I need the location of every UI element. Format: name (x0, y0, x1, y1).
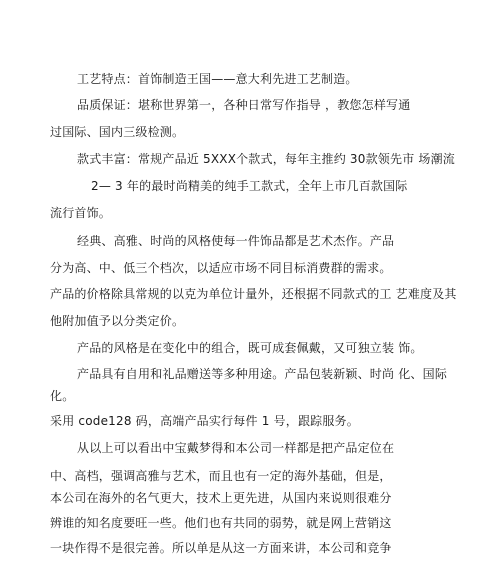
text-line-fashion-years: 2— 3 年的最时尚精美的纯手工款式，全年上市几百款国际 (91, 179, 408, 193)
text-line-barcode: 采用 code128 码，高端产品实行每件 1 号，跟踪服务。 (50, 414, 359, 428)
text-line-popular-jewelry: 流行首饰。 (50, 206, 112, 220)
text-line-classic-style: 经典、高雅、时尚的风格使每一件饰品都是艺术杰作。产品 (77, 234, 395, 248)
text-line-popularity: 辨谁的知名度要旺一些。他们也有共同的弱势，就是网上营销这 (50, 516, 392, 530)
text-line-quality-guarantee: 品质保证：堪称世界第一，各种日常写作指导 ，教您怎样写通 (77, 98, 411, 112)
text-line-uses: 产品具有自用和礼品赠送等多种用途。产品包装新颖、时尚 化、国际 (77, 367, 448, 381)
text-line-grades: 分为高、中、低三个档次，以适应市场不同目标消费群的需求。 (50, 261, 392, 275)
text-line-craft-features: 工艺特点：首饰制造王国——意大利先进工艺制造。 (77, 72, 358, 86)
text-line-positioning: 从以上可以看出中宝戴梦得和本公司一样都是把产品定位在 (77, 441, 395, 455)
text-line-overseas-fame: 本公司在海外的名气更大，技术上更先进，从国内来说则很难分 (50, 491, 392, 505)
text-line-rich-styles: 款式丰富：常规产品近 5XXX个款式，每年主推约 30款领先市 场潮流 (77, 152, 456, 166)
text-line-mid-high-grade: 中、高档，强调高雅与艺术，而且也有一定的海外基础，但是， (50, 469, 392, 483)
text-line-value-pricing: 他附加值予以分类定价。 (50, 314, 185, 328)
text-line-international: 化。 (50, 389, 75, 403)
text-line-pricing: 产品的价格除具常规的以克为单位计量外，还根据不同款式的工 艺难度及其 (50, 287, 457, 301)
text-line-style-combination: 产品的风格是在变化中的组合，既可成套佩戴，又可独立装 饰。 (77, 341, 423, 355)
text-line-online-marketing: 一块作得不是很完善。所以单是从这一方面来讲，本公司和竞争 (50, 541, 392, 555)
text-line-inspection: 过国际、国内三级检测。 (50, 125, 185, 139)
